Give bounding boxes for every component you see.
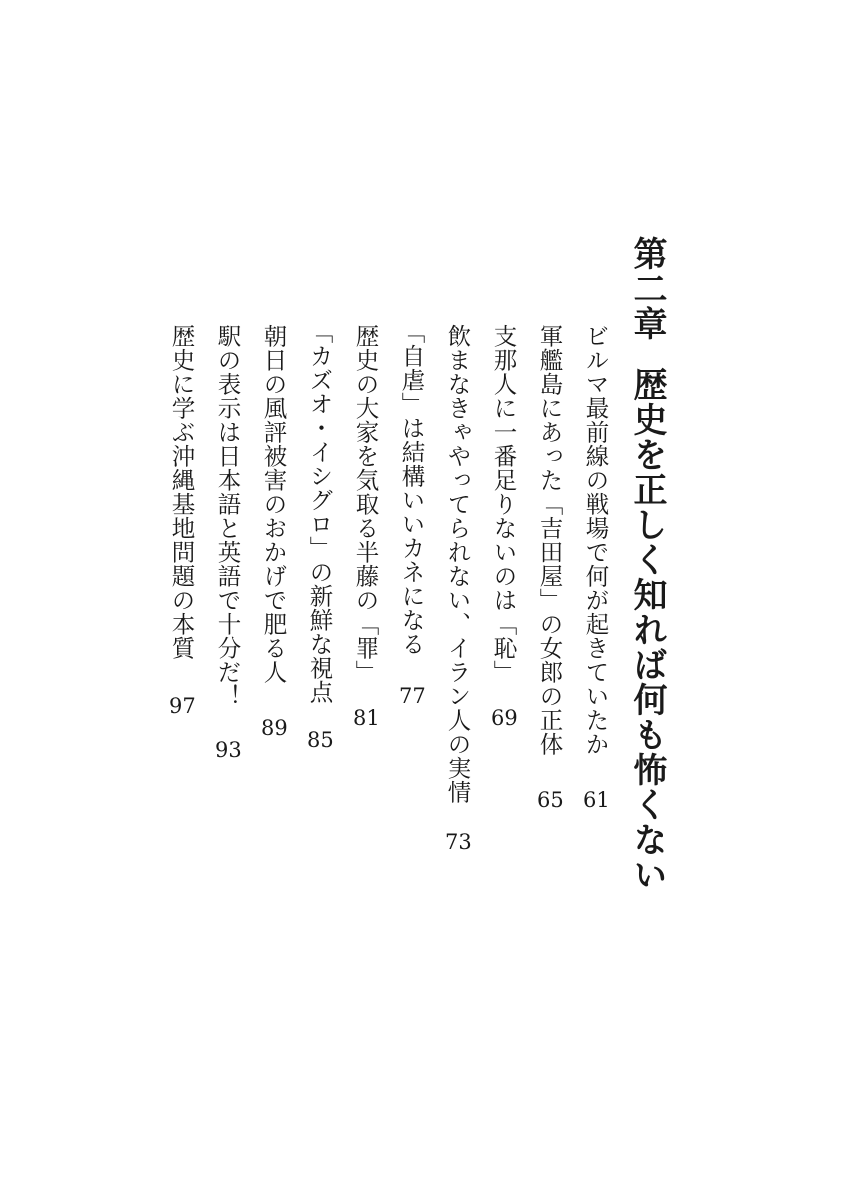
toc-page-number: 69 [491, 706, 518, 730]
toc-page-number: 73 [445, 830, 472, 854]
chapter-title: 歴史を正しく知れば何も怖くない [627, 367, 667, 892]
toc-page-number: 65 [537, 788, 564, 812]
toc-page-number: 61 [583, 788, 610, 812]
toc-entry-title[interactable]: 朝日の風評被害のおかげで肥る人 [259, 324, 288, 684]
toc-entry-title[interactable]: ビルマ最前線の戦場で何が起きていたか [581, 324, 610, 756]
toc-page-number: 93 [215, 738, 242, 762]
chapter-heading [627, 236, 667, 892]
toc-entry-title[interactable]: 軍艦島にあった「吉田屋」の女郎の正体 [535, 324, 564, 756]
chapter-label: 第二章 [627, 236, 667, 341]
toc-entry-title[interactable]: 歴史の大家を気取る半藤の「罪」 [351, 324, 380, 684]
toc-entry-title[interactable]: 飲まなきゃやってられない、イラン人の実情 [443, 324, 472, 804]
toc-page-number: 85 [307, 728, 334, 752]
toc-page-number: 97 [169, 694, 196, 718]
toc-page-number: 81 [353, 706, 380, 730]
toc-page-number: 89 [261, 716, 288, 740]
toc-entry-title[interactable]: 駅の表示は日本語と英語で十分だ！ [213, 324, 242, 708]
toc-entry-title[interactable]: 歴史に学ぶ沖縄基地問題の本質 [167, 324, 196, 660]
toc-entry-title[interactable]: 支那人に一番足りないのは「恥」 [489, 324, 518, 684]
toc-entry-title[interactable]: 「自虐」は結構いいカネになる [397, 320, 426, 656]
toc-entry-title[interactable]: 「カズオ・イシグロ」の新鮮な視点 [305, 320, 334, 704]
toc-page-number: 77 [399, 684, 426, 708]
